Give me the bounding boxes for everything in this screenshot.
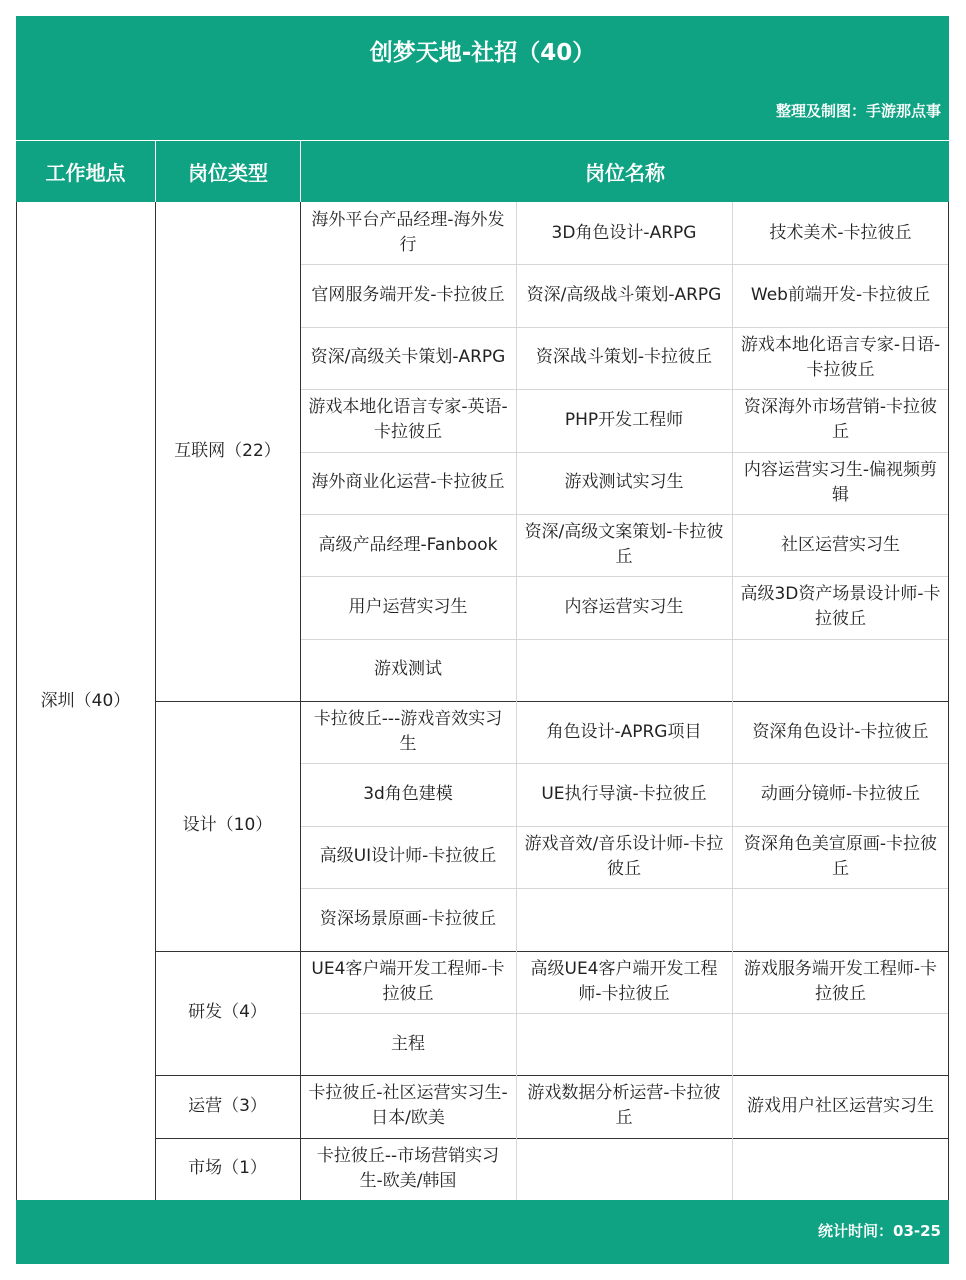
location-divider [155,202,156,1200]
row-divider [300,576,949,577]
category-cell: 运营（3） [188,1095,267,1116]
job-cell: 资深/高级文案策划-卡拉彼丘 [524,522,724,568]
row-divider [300,389,949,390]
job-cell: 资深海外市场营销-卡拉彼丘 [743,397,938,443]
job-cell: 内容运营实习生-偏视频剪辑 [743,459,938,505]
row-divider [300,514,949,515]
job-cell: 用户运营实习生 [348,596,468,617]
job-cell: 游戏测试实习生 [564,472,684,493]
job-cell [516,888,732,950]
job-cell: 游戏本地化语言专家-英语-卡拉彼丘 [308,397,508,443]
category-divider [155,1075,949,1076]
job-cell: 卡拉彼丘-社区运营实习生-日本/欧美 [308,1083,508,1129]
job-cell: 游戏本地化语言专家-日语-卡拉彼丘 [740,334,941,380]
job-cell: 卡拉彼丘---游戏音效实习生 [313,709,503,755]
footer-banner [16,1200,949,1264]
job-cell [732,1013,949,1075]
row-divider [300,264,949,265]
job-cell: 3d角色建模 [363,784,453,805]
job-cell: 游戏测试 [374,659,442,680]
job-cell [732,1138,949,1200]
column-divider [732,202,733,1200]
job-cell: 游戏音效/音乐设计师-卡拉彼丘 [524,833,724,879]
table-border-left [16,202,17,1200]
job-cell: 动画分镜师-卡拉彼丘 [760,784,921,805]
job-cell: Web前端开发-卡拉彼丘 [750,285,931,306]
column-header-category: 岗位类型 [156,141,300,202]
job-cell: 海外商业化运营-卡拉彼丘 [311,472,505,493]
job-cell: 资深/高级战斗策划-ARPG [526,285,722,306]
job-cell: 海外平台产品经理-海外发行 [311,210,505,256]
column-header-name: 岗位名称 [301,141,949,202]
job-cell: 官网服务端开发-卡拉彼丘 [311,285,505,306]
row-divider [300,639,949,640]
job-cell: 游戏数据分析运营-卡拉彼丘 [527,1083,721,1129]
job-cell: 高级UI设计师-卡拉彼丘 [319,846,497,867]
stat-time: 统计时间：03-25 [818,1222,941,1240]
job-cell [732,639,949,701]
job-cell: UE4客户端开发工程师-卡拉彼丘 [311,958,505,1004]
header-banner [16,16,949,140]
job-cell: 高级产品经理-Fanbook [318,534,498,555]
job-cell: 资深战斗策划-卡拉彼丘 [535,347,713,368]
row-divider [300,888,949,889]
job-cell: 高级3D资产场景设计师-卡拉彼丘 [740,584,941,630]
poster [16,16,949,1264]
category-divider [155,951,949,952]
column-divider [516,202,517,1200]
column-header-location: 工作地点 [16,141,155,202]
job-cell: 资深角色美宣原画-卡拉彼丘 [743,833,938,879]
job-cell [516,639,732,701]
job-cell [732,888,949,950]
category-column-divider [300,202,301,1200]
job-cell: 资深角色设计-卡拉彼丘 [752,721,929,742]
job-cell: 内容运营实习生 [564,596,684,617]
job-cell [516,1013,732,1075]
row-divider [300,452,949,453]
category-cell: 互联网（22） [174,441,281,461]
row-divider [300,327,949,328]
job-cell: 卡拉彼丘--市场营销实习生-欧美/韩国 [316,1145,500,1191]
job-cell: 游戏服务端开发工程师-卡拉彼丘 [743,958,938,1004]
row-divider [300,1013,949,1014]
credit-text: 整理及制图：手游那点事 [775,102,941,120]
job-cell: 游戏用户社区运营实习生 [747,1095,934,1116]
job-cell: 社区运营实习生 [781,534,900,555]
job-cell: 技术美术-卡拉彼丘 [769,222,912,243]
page-title: 创梦天地-社招（40） [369,40,596,66]
job-cell: 角色设计-APRG项目 [546,721,702,742]
job-cell: 资深/高级关卡策划-ARPG [310,347,506,368]
category-cell: 研发（4） [188,1002,267,1023]
job-cell: 3D角色设计-ARPG [551,222,697,243]
job-cell: 资深场景原画-卡拉彼丘 [319,908,497,929]
category-cell: 市场（1） [188,1158,267,1179]
category-divider [155,1138,949,1139]
row-divider [300,763,949,764]
job-table [16,202,949,1200]
job-cell: UE执行导演-卡拉彼丘 [541,784,707,805]
job-cell: PHP开发工程师 [564,409,684,430]
table-border-right [948,202,949,1200]
job-cell: 高级UE4客户端开发工程师-卡拉彼丘 [530,958,718,1004]
row-divider [300,826,949,827]
location-cell: 深圳（40） [40,690,131,711]
job-cell [516,1138,732,1200]
category-divider [155,701,949,702]
category-cell: 设计（10） [182,815,273,836]
job-cell: 主程 [391,1033,425,1054]
